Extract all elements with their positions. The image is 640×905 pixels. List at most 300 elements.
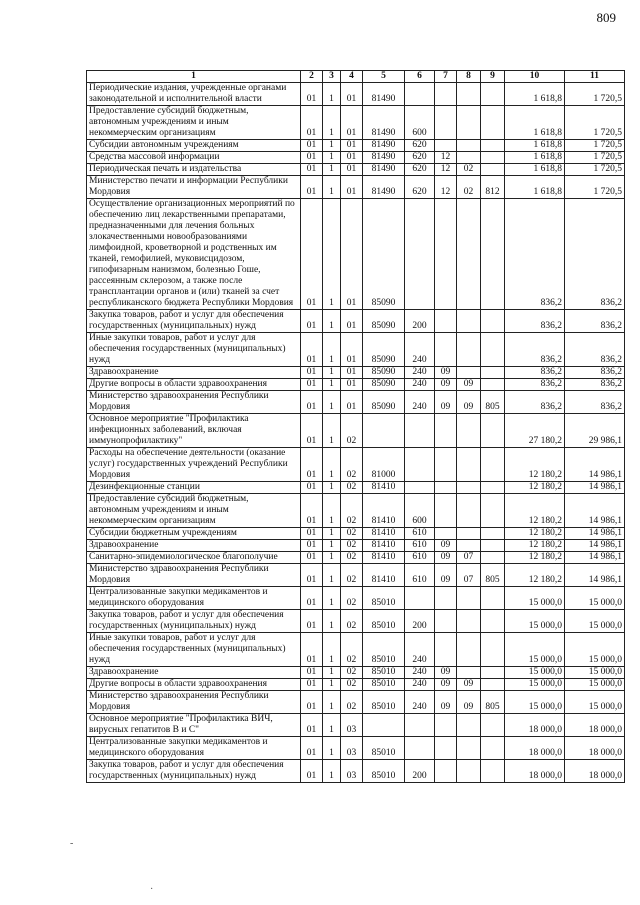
row-value-cell: 85090 [363, 367, 405, 379]
row-value-cell: 14 986,1 [565, 528, 625, 540]
row-value-cell: 12 180,2 [505, 564, 565, 587]
row-value-cell: 15 000,0 [505, 691, 565, 714]
row-value-cell: 02 [341, 667, 363, 679]
row-value-cell: 01 [341, 310, 363, 333]
row-value-cell: 1 618,8 [505, 106, 565, 140]
row-value-cell: 12 180,2 [505, 494, 565, 528]
row-name-cell: Другие вопросы в области здравоохранения [87, 679, 301, 691]
row-value-cell: 14 986,1 [565, 564, 625, 587]
table-row [87, 333, 625, 367]
row-value-cell [457, 667, 481, 679]
row-value-cell: 836,2 [505, 199, 565, 310]
row-value-cell [435, 448, 457, 482]
row-value-cell [457, 540, 481, 552]
row-value-cell [435, 106, 457, 140]
row-value-cell: 12 [435, 176, 457, 199]
row-value-cell: 85090 [363, 379, 405, 391]
scan-mark: - [70, 838, 74, 849]
row-value-cell: 610 [405, 564, 435, 587]
row-value-cell: 01 [301, 391, 323, 414]
row-name-cell: Централизованные закупки медикаментов и медицинского оборудования [87, 587, 301, 610]
row-name-cell: Министерство здравоохранения Республики Мордовия [87, 391, 301, 414]
row-value-cell: 15 000,0 [505, 633, 565, 667]
row-value-cell: 1 720,5 [565, 176, 625, 199]
row-value-cell [457, 587, 481, 610]
row-value-cell: 1 [323, 633, 341, 667]
row-value-cell: 836,2 [565, 391, 625, 414]
row-name-cell: Периодические издания, учрежденные органами законодательной и исполнительной власти [87, 83, 301, 106]
row-value-cell: 1 [323, 691, 341, 714]
row-name-cell: Субсидии автономным учреждениям [87, 140, 301, 152]
row-name-cell: Закупка товаров, работ и услуг для обеспечения государственных (муниципальных) нужд [87, 760, 301, 783]
row-value-cell: 240 [405, 333, 435, 367]
column-header: 9 [481, 71, 505, 83]
row-value-cell: 836,2 [565, 379, 625, 391]
row-value-cell: 1 [323, 714, 341, 737]
row-value-cell: 01 [301, 379, 323, 391]
table-row [87, 176, 625, 199]
row-value-cell: 01 [341, 164, 363, 176]
row-value-cell: 09 [435, 540, 457, 552]
table-row [87, 633, 625, 667]
row-value-cell [457, 494, 481, 528]
row-value-cell: 81410 [363, 482, 405, 494]
table-row [87, 714, 625, 737]
row-value-cell: 02 [341, 587, 363, 610]
row-value-cell: 1 [323, 667, 341, 679]
row-value-cell: 07 [457, 552, 481, 564]
row-value-cell: 15 000,0 [565, 587, 625, 610]
row-value-cell: 200 [405, 310, 435, 333]
row-value-cell [405, 83, 435, 106]
row-name-cell: Здравоохранение [87, 367, 301, 379]
table-row [87, 564, 625, 587]
row-value-cell [481, 667, 505, 679]
row-value-cell: 14 986,1 [565, 448, 625, 482]
row-value-cell: 805 [481, 691, 505, 714]
row-value-cell: 02 [341, 552, 363, 564]
row-value-cell [481, 310, 505, 333]
row-value-cell [435, 737, 457, 760]
row-value-cell: 02 [341, 494, 363, 528]
row-value-cell: 200 [405, 610, 435, 633]
table-row [87, 164, 625, 176]
row-value-cell [435, 528, 457, 540]
row-value-cell: 805 [481, 564, 505, 587]
row-value-cell: 836,2 [565, 199, 625, 310]
row-value-cell: 85090 [363, 310, 405, 333]
row-value-cell: 01 [301, 310, 323, 333]
row-value-cell [481, 199, 505, 310]
row-value-cell: 02 [341, 448, 363, 482]
row-value-cell [481, 610, 505, 633]
row-value-cell [457, 482, 481, 494]
row-value-cell: 1 618,8 [505, 152, 565, 164]
row-value-cell: 02 [341, 679, 363, 691]
row-value-cell [481, 679, 505, 691]
row-value-cell: 836,2 [505, 391, 565, 414]
row-value-cell: 09 [435, 667, 457, 679]
row-value-cell [457, 633, 481, 667]
row-value-cell: 1 [323, 540, 341, 552]
row-value-cell: 01 [301, 448, 323, 482]
row-value-cell [405, 482, 435, 494]
row-value-cell: 29 986,1 [565, 414, 625, 448]
row-value-cell: 85010 [363, 633, 405, 667]
row-value-cell: 240 [405, 691, 435, 714]
row-value-cell: 81410 [363, 494, 405, 528]
table-body [87, 83, 625, 783]
row-value-cell: 610 [405, 552, 435, 564]
row-value-cell [457, 106, 481, 140]
row-value-cell: 09 [435, 552, 457, 564]
table-row [87, 587, 625, 610]
row-value-cell: 81410 [363, 564, 405, 587]
row-value-cell: 836,2 [565, 367, 625, 379]
row-value-cell: 1 [323, 414, 341, 448]
row-value-cell: 09 [457, 391, 481, 414]
row-value-cell: 240 [405, 667, 435, 679]
table-row [87, 310, 625, 333]
table-row [87, 540, 625, 552]
row-value-cell: 01 [301, 164, 323, 176]
row-value-cell: 240 [405, 367, 435, 379]
row-value-cell [457, 760, 481, 783]
row-value-cell: 85090 [363, 391, 405, 414]
row-value-cell [457, 414, 481, 448]
table-row [87, 494, 625, 528]
row-value-cell [363, 714, 405, 737]
row-value-cell [481, 379, 505, 391]
row-value-cell: 600 [405, 494, 435, 528]
row-value-cell: 01 [341, 140, 363, 152]
row-value-cell: 600 [405, 106, 435, 140]
row-value-cell: 620 [405, 164, 435, 176]
column-header: 10 [505, 71, 565, 83]
row-value-cell [405, 414, 435, 448]
row-name-cell: Другие вопросы в области здравоохранения [87, 379, 301, 391]
row-value-cell: 02 [457, 176, 481, 199]
row-value-cell: 620 [405, 152, 435, 164]
row-value-cell: 18 000,0 [505, 714, 565, 737]
row-value-cell: 07 [457, 564, 481, 587]
row-value-cell [435, 633, 457, 667]
row-value-cell: 85010 [363, 737, 405, 760]
row-value-cell: 12 180,2 [505, 540, 565, 552]
row-value-cell: 01 [301, 414, 323, 448]
column-header: 11 [565, 71, 625, 83]
row-value-cell: 620 [405, 176, 435, 199]
row-value-cell: 1 [323, 679, 341, 691]
row-value-cell [435, 199, 457, 310]
row-name-cell: Предоставление субсидий бюджетным, автономным учреждениям и иным некоммерческим организациям [87, 494, 301, 528]
row-value-cell: 01 [341, 83, 363, 106]
row-value-cell: 09 [435, 679, 457, 691]
row-value-cell: 81410 [363, 540, 405, 552]
row-value-cell: 09 [457, 379, 481, 391]
row-value-cell: 1 618,8 [505, 176, 565, 199]
row-value-cell: 85010 [363, 691, 405, 714]
table-row [87, 106, 625, 140]
row-value-cell [457, 310, 481, 333]
row-value-cell [457, 83, 481, 106]
row-value-cell [481, 83, 505, 106]
row-value-cell: 85010 [363, 587, 405, 610]
row-value-cell: 1 [323, 199, 341, 310]
row-value-cell: 12 [435, 164, 457, 176]
row-value-cell: 15 000,0 [505, 610, 565, 633]
row-value-cell: 01 [301, 140, 323, 152]
row-value-cell: 85090 [363, 333, 405, 367]
row-value-cell: 81490 [363, 83, 405, 106]
row-value-cell [363, 414, 405, 448]
row-value-cell [457, 333, 481, 367]
scan-mark: · [150, 884, 154, 895]
row-value-cell: 85010 [363, 679, 405, 691]
row-value-cell: 01 [301, 528, 323, 540]
row-value-cell: 240 [405, 679, 435, 691]
row-value-cell: 01 [301, 667, 323, 679]
row-value-cell: 1 [323, 106, 341, 140]
row-value-cell: 01 [301, 152, 323, 164]
row-value-cell: 15 000,0 [565, 691, 625, 714]
row-value-cell: 09 [457, 679, 481, 691]
row-value-cell: 81410 [363, 552, 405, 564]
row-value-cell [405, 448, 435, 482]
row-value-cell [481, 152, 505, 164]
row-value-cell: 610 [405, 528, 435, 540]
row-value-cell: 240 [405, 633, 435, 667]
row-value-cell: 09 [457, 691, 481, 714]
row-value-cell: 1 [323, 448, 341, 482]
table-row [87, 482, 625, 494]
row-value-cell: 85010 [363, 760, 405, 783]
row-value-cell: 805 [481, 391, 505, 414]
row-value-cell [481, 494, 505, 528]
row-value-cell [481, 333, 505, 367]
table-row [87, 760, 625, 783]
row-value-cell: 14 986,1 [565, 494, 625, 528]
row-value-cell [457, 737, 481, 760]
row-value-cell: 81490 [363, 176, 405, 199]
row-name-cell: Иные закупки товаров, работ и услуг для обеспечения государственных (муниципальных) нужд [87, 333, 301, 367]
row-value-cell: 15 000,0 [565, 610, 625, 633]
row-value-cell: 18 000,0 [505, 737, 565, 760]
row-value-cell: 81490 [363, 106, 405, 140]
row-value-cell: 1 [323, 564, 341, 587]
row-value-cell [435, 414, 457, 448]
row-value-cell: 1 [323, 760, 341, 783]
row-value-cell: 81490 [363, 140, 405, 152]
row-value-cell [457, 448, 481, 482]
row-value-cell: 1 [323, 587, 341, 610]
row-name-cell: Здравоохранение [87, 540, 301, 552]
row-value-cell [405, 714, 435, 737]
row-value-cell [435, 610, 457, 633]
row-value-cell [481, 587, 505, 610]
row-value-cell [435, 714, 457, 737]
row-value-cell: 09 [435, 379, 457, 391]
row-value-cell [405, 199, 435, 310]
row-value-cell: 18 000,0 [565, 737, 625, 760]
row-value-cell [457, 367, 481, 379]
row-value-cell: 15 000,0 [565, 633, 625, 667]
row-value-cell [481, 552, 505, 564]
budget-table [86, 70, 625, 783]
row-value-cell [457, 714, 481, 737]
row-value-cell: 01 [301, 610, 323, 633]
row-value-cell: 12 180,2 [505, 482, 565, 494]
row-value-cell: 01 [301, 679, 323, 691]
row-value-cell: 12 180,2 [505, 448, 565, 482]
row-value-cell [435, 83, 457, 106]
row-value-cell [405, 587, 435, 610]
row-value-cell: 1 [323, 164, 341, 176]
row-value-cell: 01 [301, 691, 323, 714]
row-value-cell: 81490 [363, 152, 405, 164]
row-value-cell: 1 [323, 391, 341, 414]
row-value-cell: 02 [341, 540, 363, 552]
row-value-cell: 14 986,1 [565, 482, 625, 494]
row-value-cell: 15 000,0 [505, 587, 565, 610]
row-value-cell [457, 199, 481, 310]
row-value-cell [435, 310, 457, 333]
row-value-cell: 18 000,0 [565, 760, 625, 783]
row-value-cell: 81410 [363, 528, 405, 540]
row-value-cell: 01 [301, 367, 323, 379]
table-row [87, 737, 625, 760]
row-name-cell: Здравоохранение [87, 667, 301, 679]
row-value-cell: 09 [435, 564, 457, 587]
column-header: 6 [405, 71, 435, 83]
row-name-cell: Основное мероприятие "Профилактика инфекционных заболеваний, включая иммунопрофилактику" [87, 414, 301, 448]
row-value-cell: 610 [405, 540, 435, 552]
row-value-cell [481, 164, 505, 176]
row-value-cell: 12 180,2 [505, 528, 565, 540]
row-name-cell: Санитарно-эпидемиологическое благополучие [87, 552, 301, 564]
table-row [87, 691, 625, 714]
table-header-row [87, 71, 625, 83]
row-value-cell: 1 720,5 [565, 152, 625, 164]
row-value-cell: 18 000,0 [505, 760, 565, 783]
row-name-cell: Осуществление организационных мероприятий по обеспечению лиц лекарственными препаратами, предназначенными для лечения больных злокачественными новообразованиями лимфоидной, кроветворной и родственных им тканей, гемофилией, муковисцидозом, гипофизарным нанизмом, болезнью Гоше, рассеянным склерозом, а также после трансплантации органов и (или) тканей за счет республиканского бюджета Республики Мордовия [87, 199, 301, 310]
row-value-cell: 01 [301, 482, 323, 494]
row-value-cell: 15 000,0 [565, 679, 625, 691]
row-value-cell [481, 106, 505, 140]
row-value-cell: 15 000,0 [505, 667, 565, 679]
row-value-cell: 1 [323, 140, 341, 152]
column-header: 4 [341, 71, 363, 83]
row-value-cell: 85090 [363, 199, 405, 310]
row-value-cell: 09 [435, 391, 457, 414]
row-value-cell: 02 [341, 528, 363, 540]
row-value-cell: 1 [323, 176, 341, 199]
row-name-cell: Периодическая печать и издательства [87, 164, 301, 176]
row-value-cell: 01 [341, 333, 363, 367]
row-value-cell [435, 482, 457, 494]
row-value-cell: 836,2 [505, 379, 565, 391]
row-value-cell: 01 [301, 633, 323, 667]
row-value-cell: 01 [341, 176, 363, 199]
row-value-cell: 02 [341, 482, 363, 494]
row-name-cell: Иные закупки товаров, работ и услуг для обеспечения государственных (муниципальных) нужд [87, 633, 301, 667]
row-value-cell [481, 714, 505, 737]
row-value-cell: 1 [323, 482, 341, 494]
row-name-cell: Средства массовой информации [87, 152, 301, 164]
row-value-cell: 01 [301, 199, 323, 310]
row-name-cell: Министерство печати и информации Республики Мордовия [87, 176, 301, 199]
table-row [87, 667, 625, 679]
row-value-cell: 03 [341, 737, 363, 760]
column-header: 7 [435, 71, 457, 83]
row-value-cell: 01 [301, 564, 323, 587]
row-value-cell: 836,2 [505, 333, 565, 367]
row-value-cell: 01 [301, 333, 323, 367]
row-value-cell: 812 [481, 176, 505, 199]
row-value-cell: 1 720,5 [565, 140, 625, 152]
column-header: 5 [363, 71, 405, 83]
row-value-cell: 01 [341, 152, 363, 164]
row-value-cell: 01 [301, 552, 323, 564]
row-name-cell: Закупка товаров, работ и услуг для обеспечения государственных (муниципальных) нужд [87, 310, 301, 333]
row-value-cell: 836,2 [505, 367, 565, 379]
row-value-cell: 1 [323, 379, 341, 391]
row-name-cell: Закупка товаров, работ и услуг для обеспечения государственных (муниципальных) нужд [87, 610, 301, 633]
row-value-cell: 85010 [363, 667, 405, 679]
row-value-cell: 02 [341, 691, 363, 714]
row-value-cell: 1 [323, 367, 341, 379]
page-number: 809 [596, 10, 616, 25]
row-value-cell: 1 [323, 737, 341, 760]
row-value-cell [435, 494, 457, 528]
row-value-cell: 1 [323, 83, 341, 106]
row-value-cell: 1 [323, 610, 341, 633]
row-value-cell: 01 [301, 83, 323, 106]
row-value-cell: 1 720,5 [565, 164, 625, 176]
table-row [87, 379, 625, 391]
row-value-cell: 01 [301, 106, 323, 140]
row-value-cell [481, 760, 505, 783]
row-name-cell: Предоставление субсидий бюджетным, автономным учреждениям и иным некоммерческим организациям [87, 106, 301, 140]
row-value-cell: 836,2 [565, 310, 625, 333]
column-header: 3 [323, 71, 341, 83]
row-name-cell: Министерство здравоохранения Республики Мордовия [87, 691, 301, 714]
row-value-cell: 1 720,5 [565, 106, 625, 140]
row-value-cell: 01 [341, 367, 363, 379]
row-name-cell: Основное мероприятие "Профилактика ВИЧ, вирусных гепатитов В и С" [87, 714, 301, 737]
table-row [87, 391, 625, 414]
row-value-cell: 1 [323, 333, 341, 367]
row-value-cell [457, 140, 481, 152]
row-value-cell: 1 [323, 528, 341, 540]
row-value-cell: 09 [435, 691, 457, 714]
row-value-cell: 01 [301, 540, 323, 552]
table-row [87, 528, 625, 540]
row-value-cell: 1 [323, 152, 341, 164]
row-value-cell: 01 [341, 199, 363, 310]
row-value-cell [481, 482, 505, 494]
row-value-cell [435, 140, 457, 152]
row-value-cell: 85010 [363, 610, 405, 633]
row-value-cell [435, 760, 457, 783]
row-value-cell: 81000 [363, 448, 405, 482]
row-value-cell: 15 000,0 [505, 679, 565, 691]
row-value-cell: 01 [341, 379, 363, 391]
row-value-cell: 81490 [363, 164, 405, 176]
table-row [87, 610, 625, 633]
row-value-cell: 02 [341, 414, 363, 448]
row-value-cell: 14 986,1 [565, 552, 625, 564]
